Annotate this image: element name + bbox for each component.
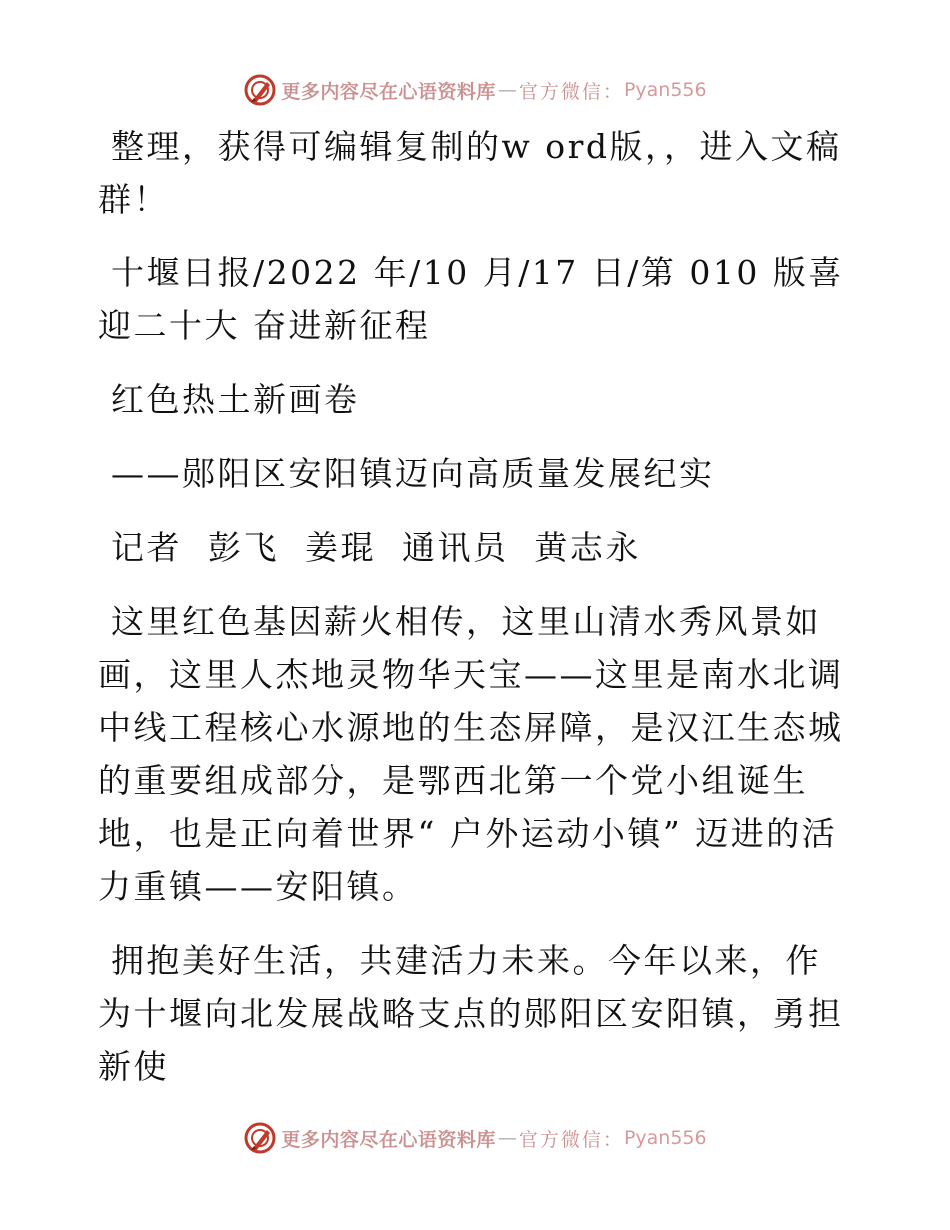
watermark-dash: — [497, 79, 517, 101]
footer-watermark [0, 1118, 950, 1158]
article-subtitle: ——郧阳区安阳镇迈向高质量发展纪实 [98, 454, 715, 493]
header-watermark [0, 70, 950, 110]
watermark-wechat-label: 官方微信： [518, 1128, 624, 1151]
watermark-site-text: 更多内容尽在心语资料库 [281, 80, 496, 103]
pen-logo-icon [243, 73, 277, 107]
intro-paragraph: 整理，获得可编辑复制的w ord版，，进入文稿群！ [98, 127, 842, 219]
article-title: 红色热土新画卷 [98, 380, 360, 419]
pen-logo-icon [243, 1121, 277, 1155]
document-body [98, 120, 850, 1093]
body-paragraph: 拥抱美好生活，共建活力未来。今年以来，作为十堰向北发展战略支点的郧阳区安阳镇，勇担新使 [98, 941, 844, 1086]
watermark-site-text: 更多内容尽在心语资料库 [281, 1128, 496, 1151]
watermark-wechat-handle: Pyan556 [623, 1127, 707, 1149]
source-line: 十堰日报/2022 年/10 月/17 日/第 010 版喜迎二十大 奋进新征程 [98, 253, 844, 345]
watermark-dash: — [497, 1127, 517, 1149]
byline: 记者 彭飞 姜琨 通讯员 黄志永 [98, 528, 641, 567]
body-paragraph: 这里红色基因薪火相传，这里山清水秀风景如画，这里人杰地灵物华天宝——这里是南水北调中线工程核心水源地的生态屏障，是汉江生态城的重要组成部分，是鄂西北第一个党小组诞生地，也是正向着世界“ 户外运动小镇” 迈进的活力重镇——安阳镇。 [98, 602, 844, 906]
watermark-wechat-handle: Pyan556 [623, 79, 707, 101]
watermark-wechat-label: 官方微信： [518, 80, 624, 103]
